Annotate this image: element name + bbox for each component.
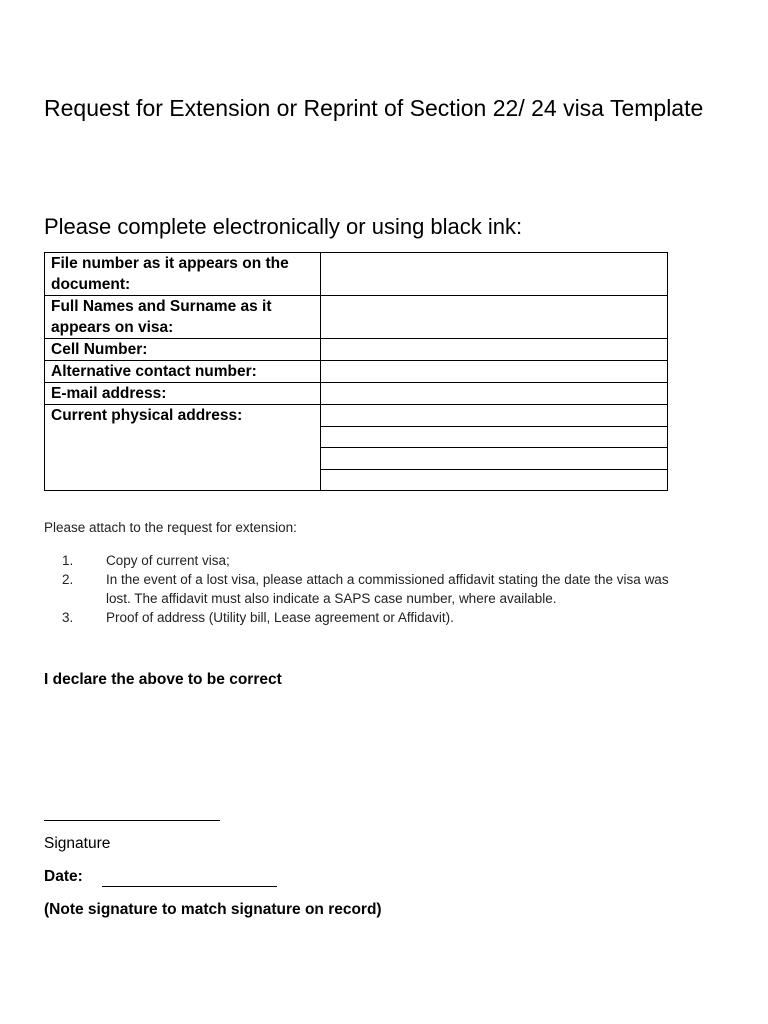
alt-contact-field[interactable] bbox=[321, 361, 668, 383]
cell-number-label: Cell Number: bbox=[45, 339, 321, 361]
list-item-text: Proof of address (Utility bill, Lease agreement or Affidavit). bbox=[106, 610, 454, 625]
document-title: Request for Extension or Reprint of Section 22/ 24 visa Template bbox=[44, 95, 704, 121]
email-field[interactable] bbox=[321, 383, 668, 405]
address-line-field[interactable] bbox=[321, 405, 668, 427]
list-number: 1. bbox=[62, 553, 74, 568]
full-names-label: Full Names and Surname as it appears on visa: bbox=[45, 296, 321, 339]
date-line[interactable] bbox=[102, 886, 277, 887]
list-item-text: In the event of a lost visa, please attach a commissioned affidavit stating the date the visa was lost. The affidavit must also indicate a SAPS case number, where available. bbox=[106, 572, 669, 606]
email-label: E-mail address: bbox=[45, 383, 321, 405]
address-line-field[interactable] bbox=[321, 426, 668, 448]
instruction-text: Please complete electronically or using black ink: bbox=[44, 214, 523, 239]
address-line-field[interactable] bbox=[321, 469, 668, 491]
table-row bbox=[45, 296, 668, 339]
signature-note: (Note signature to match signature on record) bbox=[44, 901, 382, 918]
alt-contact-label: Alternative contact number: bbox=[45, 361, 321, 383]
declaration-text: I declare the above to be correct bbox=[44, 671, 282, 688]
requirements-list bbox=[44, 551, 684, 627]
signature-line[interactable] bbox=[44, 820, 220, 821]
list-item bbox=[44, 570, 684, 608]
file-number-label: File number as it appears on the document: bbox=[45, 253, 321, 296]
list-item bbox=[44, 608, 684, 627]
table-row bbox=[45, 339, 668, 361]
table-row bbox=[45, 253, 668, 296]
applicant-details-table bbox=[44, 252, 668, 491]
list-number: 3. bbox=[62, 610, 74, 625]
cell-number-field[interactable] bbox=[321, 339, 668, 361]
list-item bbox=[44, 551, 684, 570]
attach-intro: Please attach to the request for extension: bbox=[44, 520, 297, 535]
date-label: Date: bbox=[44, 868, 83, 885]
table-row bbox=[45, 361, 668, 383]
list-number: 2. bbox=[62, 572, 74, 587]
table-row bbox=[45, 405, 668, 427]
address-label: Current physical address: bbox=[45, 405, 321, 491]
table-row bbox=[45, 383, 668, 405]
address-line-field[interactable] bbox=[321, 448, 668, 470]
full-names-field[interactable] bbox=[321, 296, 668, 339]
file-number-field[interactable] bbox=[321, 253, 668, 296]
list-item-text: Copy of current visa; bbox=[106, 553, 230, 568]
signature-label: Signature bbox=[44, 835, 111, 852]
